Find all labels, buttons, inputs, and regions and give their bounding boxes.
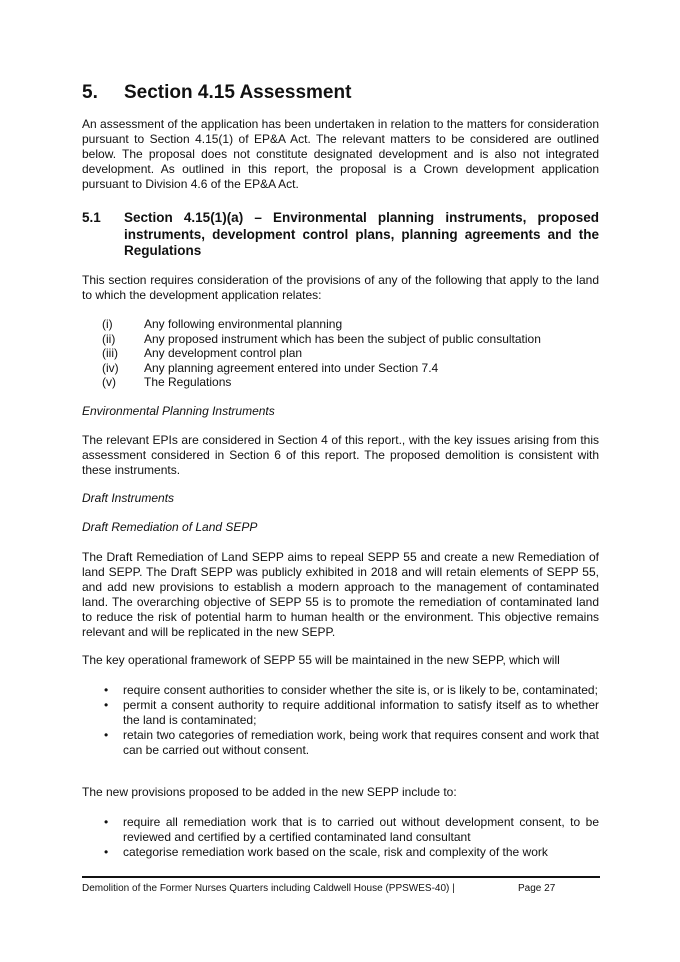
draft-paragraph: The Draft Remediation of Land SEPP aims to repeal SEPP 55 and create a new Remediation of land SEPP. The Draft SEPP was publicly exhibited in 2018 and will retain elements of SEPP 55, and add new provisions to establish a modern approach to the management of contaminated land. The overarching objective of SEPP 55 is to promote the remediation of contaminated land to reduce the risk of potential harm to human health or the environment. This objective remains relevant and will be replicated in the new SEPP. (82, 550, 599, 639)
new-provisions-bullet-list (82, 815, 599, 860)
page-footer (82, 883, 556, 894)
bullet-icon: • (104, 683, 109, 697)
list-item-text: Any proposed instrument which has been the subject of public consultation (144, 331, 541, 346)
list-item (82, 728, 599, 758)
list-item-text: Any following environmental planning (144, 317, 343, 331)
draft-heading: Draft Instruments (82, 491, 175, 505)
bullet-icon: • (104, 845, 109, 859)
framework-paragraph: The key operational framework of SEPP 55 will be maintained in the new SEPP, which will (82, 653, 560, 667)
list-item-text: require all remediation work that is to carried out without development consent, to be reviewed and certified by a certified contaminated land consultant (123, 815, 599, 844)
new-provisions-paragraph: The new provisions proposed to be added in the new SEPP include to: (82, 785, 457, 799)
list-item (82, 317, 599, 332)
list-item-number: (ii) (102, 331, 116, 346)
bullet-icon: • (104, 698, 109, 712)
section-number: 5. (82, 82, 98, 103)
roman-list (82, 317, 599, 390)
list-item-text: require consent authorities to consider whether the site is, or is likely to be, contaminated; (123, 683, 598, 697)
epi-heading: Environmental Planning Instruments (82, 404, 275, 418)
subsection-title: Section 4.15(1)(a) – Environmental planning instruments, proposed instruments, development control plans, planning agreements and the Regulations (124, 210, 599, 258)
footer-title: Demolition of the Former Nurses Quarters including Caldwell House (PPSWES-40) | (82, 883, 455, 894)
intro-paragraph: An assessment of the application has been undertaken in relation to the matters for consideration pursuant to Section 4.15(1) of EP&A Act. The relevant matters to be considered are outlined below. The proposal does not constitute designated development and is also not integrated development. As outlined in this report, the proposal is a Crown development application pursuant to Division 4.6 of the EP&A Act. (82, 117, 599, 191)
framework-bullet-list (82, 683, 599, 758)
list-item (82, 845, 599, 860)
list-item (82, 346, 599, 361)
section-title: Section 4.15 Assessment (124, 82, 352, 103)
requires-paragraph: This section requires consideration of the provisions of any of the following that apply to the land to which the development application relates: (82, 273, 599, 302)
list-item-text: Any development control plan (144, 346, 303, 361)
list-item-text: retain two categories of remediation work, being work that requires consent and work that can be carried out without consent. (123, 728, 599, 757)
subsection-number: 5.1 (82, 210, 101, 225)
list-item (82, 683, 599, 698)
list-item-text: The Regulations (144, 375, 232, 390)
list-item-number: (v) (102, 375, 116, 390)
list-item-number: (i) (102, 317, 113, 331)
page-number: Page 27 (518, 883, 556, 894)
list-item-number: (iv) (102, 360, 119, 375)
draft-sub-heading: Draft Remediation of Land SEPP (82, 520, 258, 534)
list-item-text: Any planning agreement entered into under Section 7.4 (144, 360, 439, 375)
epi-paragraph: The relevant EPIs are considered in Section 4 of this report., with the key issues arising from this assessment considered in Section 6 of this report. The proposed demolition is consistent with these instruments. (82, 433, 599, 477)
footer-divider (82, 876, 600, 878)
subsection-heading (82, 210, 599, 260)
section-heading (82, 82, 351, 104)
list-item (82, 332, 599, 347)
list-item-text: permit a consent authority to require additional information to satisfy itself as to whether the land is contaminated; (123, 698, 599, 727)
list-item (82, 361, 599, 376)
list-item-number: (iii) (102, 346, 118, 361)
list-item (82, 815, 599, 845)
bullet-icon: • (104, 728, 109, 742)
list-item (82, 375, 599, 390)
bullet-icon: • (104, 815, 109, 829)
list-item-text: categorise remediation work based on the scale, risk and complexity of the work (123, 845, 548, 859)
list-item (82, 698, 599, 728)
